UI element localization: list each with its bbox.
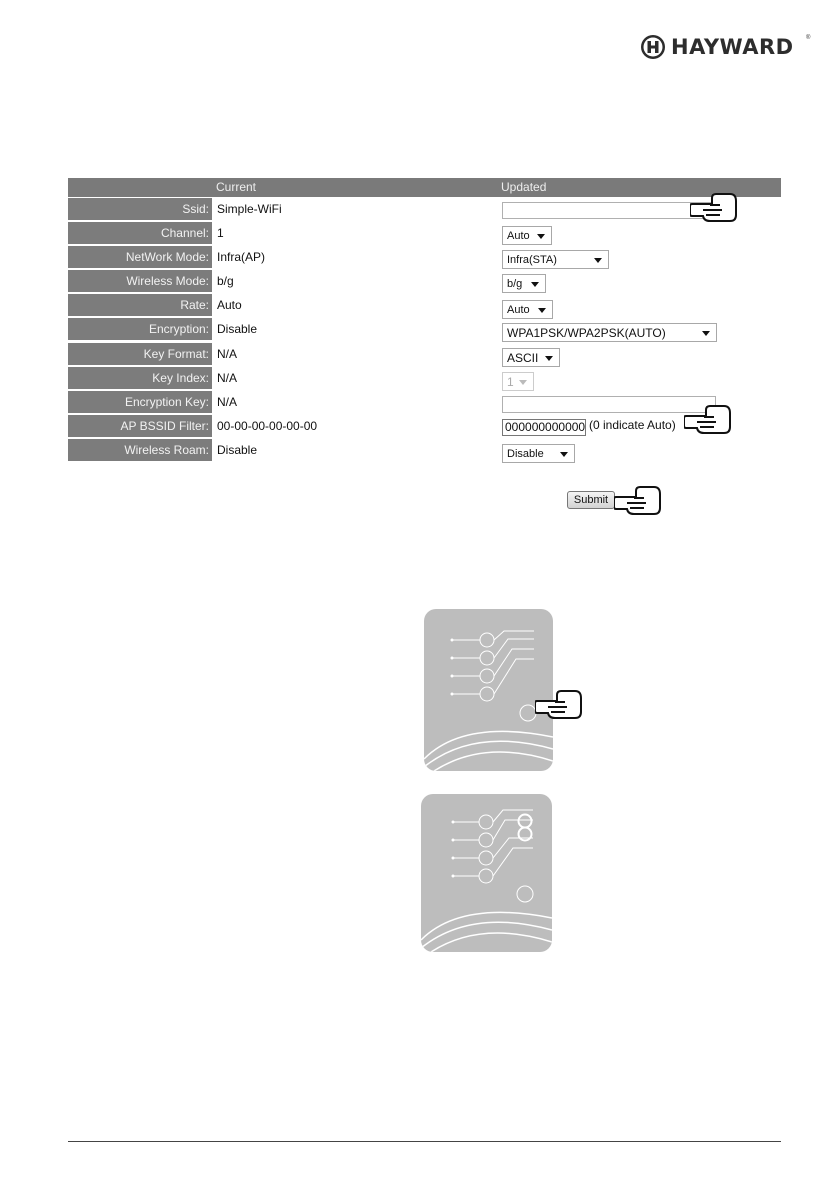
rate-current: Auto (217, 298, 242, 313)
network-mode-label: NetWork Mode: (68, 246, 212, 268)
wireless-roam-label: Wireless Roam: (68, 439, 212, 461)
bssid-filter-hint: (0 indicate Auto) (589, 417, 676, 432)
brand-name: HAYWARD (671, 35, 794, 59)
encryption-select[interactable]: WPA1PSK/WPA2PSK(AUTO) (502, 323, 717, 342)
wireless-mode-current: b/g (217, 274, 234, 289)
submit-button[interactable]: Submit (567, 491, 615, 509)
key-index-row (68, 366, 781, 390)
channel-row (68, 221, 781, 245)
network-mode-current: Infra(AP) (217, 250, 266, 265)
channel-current: 1 (217, 226, 224, 241)
wireless-roam-select[interactable]: Disable (502, 444, 575, 463)
hand-pointer-icon (690, 191, 738, 223)
wireless-mode-select[interactable]: b/g (502, 274, 546, 293)
hand-pointer-icon (684, 403, 732, 435)
wireless-roam-current: Disable (217, 442, 258, 457)
device-panel-status (421, 794, 552, 952)
wireless-roam-row (68, 438, 781, 462)
footer-rule (68, 1141, 781, 1142)
encryption-label: Encryption: (68, 318, 212, 340)
wireless-mode-label: Wireless Mode: (68, 270, 212, 292)
bssid-filter-input[interactable]: 000000000000 (502, 419, 586, 436)
key-format-label: Key Format: (68, 343, 212, 365)
rate-select[interactable]: Auto (502, 300, 553, 319)
hand-pointer-icon (614, 484, 662, 516)
key-index-label: Key Index: (68, 367, 212, 389)
channel-label: Channel: (68, 222, 212, 244)
key-format-select[interactable]: ASCII (502, 348, 560, 367)
encryption-current: Disable (217, 322, 258, 337)
wireless-mode-row (68, 269, 781, 293)
table-header (68, 178, 781, 197)
ssid-current: Simple-WiFi (217, 202, 282, 216)
key-format-row (68, 342, 781, 366)
bssid-filter-current: 00-00-00-00-00-00 (217, 418, 318, 433)
hand-pointer-icon (535, 688, 583, 720)
channel-select[interactable]: Auto (502, 226, 552, 245)
encryption-key-label: Encryption Key: (68, 391, 212, 413)
wifi-settings-table (68, 178, 781, 462)
device-panel-press (424, 609, 553, 771)
device-panel-drawing (424, 609, 553, 771)
rate-label: Rate: (68, 294, 212, 316)
rate-row (68, 293, 781, 317)
hayward-logo (640, 33, 812, 61)
encryption-key-row (68, 390, 781, 414)
ssid-label: Ssid: (68, 198, 212, 220)
key-index-current: N/A (217, 370, 238, 385)
ssid-input[interactable] (502, 202, 714, 219)
registered-mark: ® (806, 35, 811, 41)
encryption-row (68, 317, 781, 341)
updated-column-header: Updated (501, 180, 547, 194)
network-mode-select[interactable]: Infra(STA) (502, 250, 609, 269)
bssid-filter-row (68, 414, 781, 438)
device-panel-drawing (421, 794, 552, 952)
bssid-filter-label: AP BSSID Filter: (68, 415, 212, 437)
hayward-h-icon (640, 34, 666, 60)
key-index-select[interactable]: 1 (502, 372, 534, 391)
ssid-row (68, 197, 781, 221)
encryption-key-current: N/A (217, 394, 238, 409)
key-format-current: N/A (217, 346, 238, 361)
network-mode-row (68, 245, 781, 269)
current-column-header: Current (216, 180, 257, 194)
